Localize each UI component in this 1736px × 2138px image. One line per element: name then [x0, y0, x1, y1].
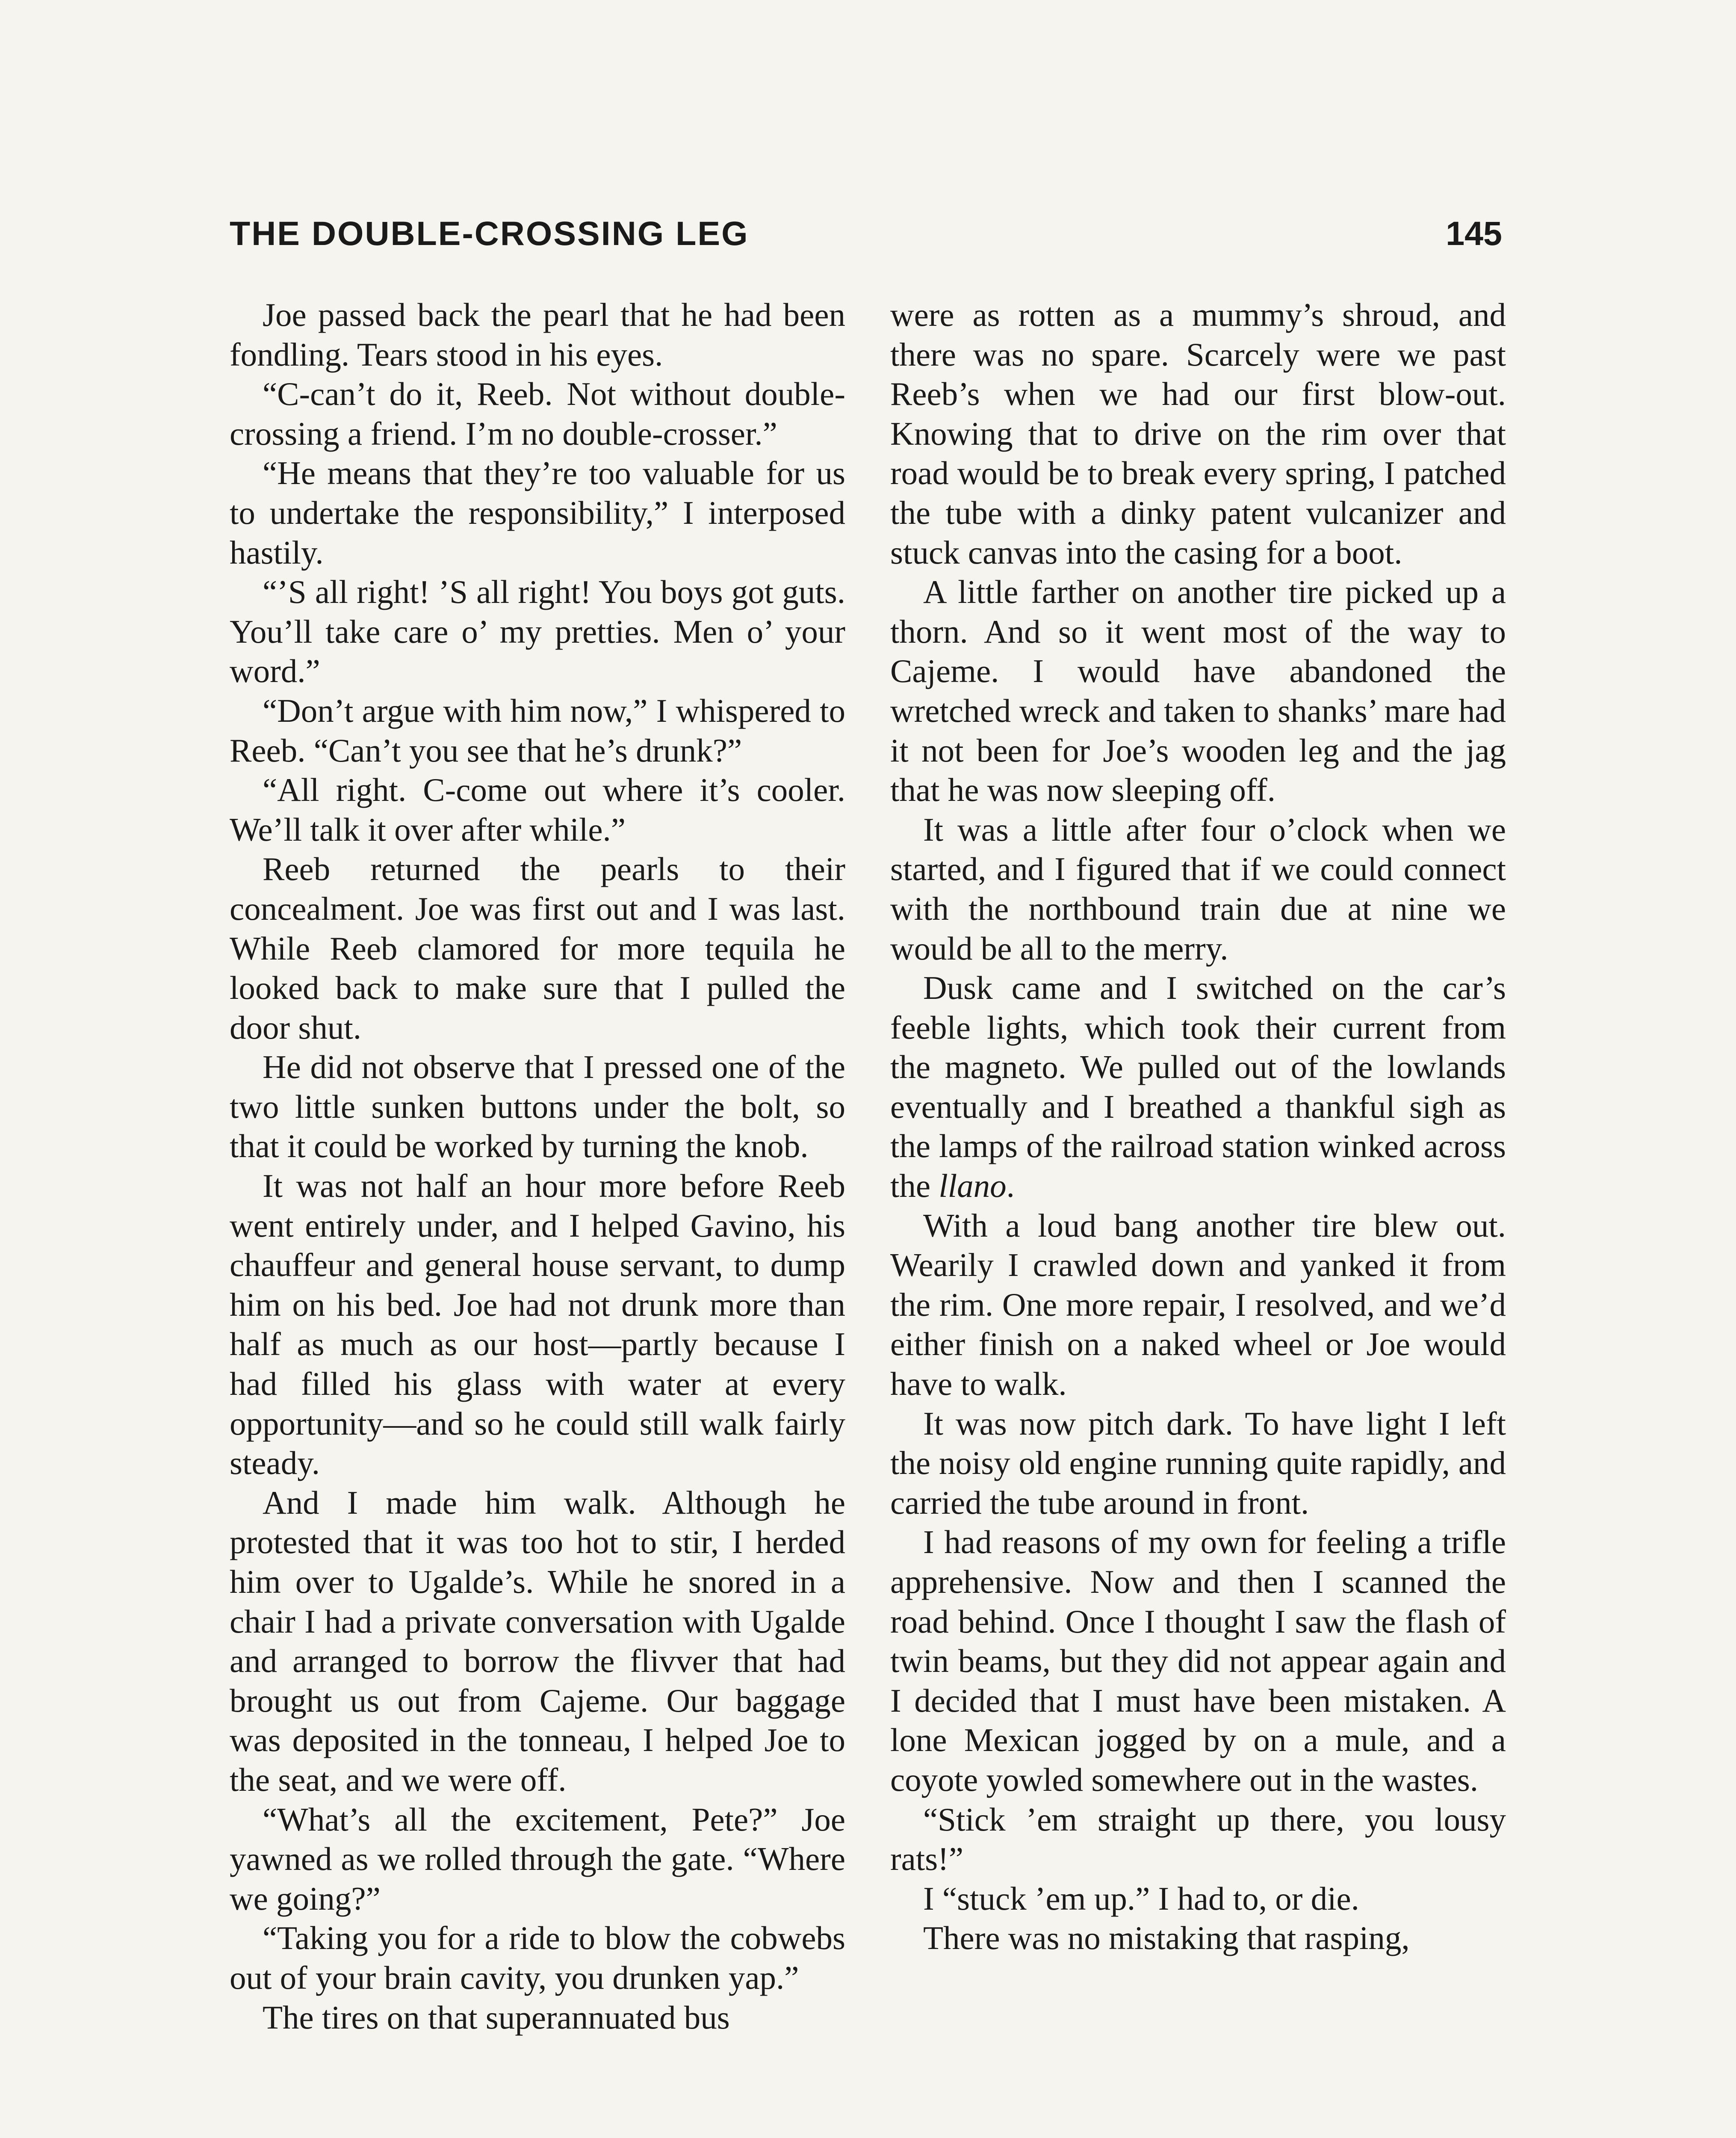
paragraph	[890, 968, 1506, 1206]
paragraph: I had reasons of my own for feeling a trifle apprehensive. Now and then I scanned the road behind. Once I thought I saw the flash of twin beams, but they did not appear again and I decided that I must have been mistaken. A lone Mexican jogged by on a mule, and a coyote yowled somewhere out in the wastes.	[890, 1524, 1506, 1798]
paragraph: It was now pitch dark. To have light I left the noisy old engine running quite rapidly, and carried the tube around in front.	[890, 1405, 1506, 1521]
right-column	[890, 295, 1506, 1958]
paragraph: Joe passed back the pearl that he had been fondling. Tears stood in his eyes.	[230, 296, 845, 373]
paragraph-text: Dusk came and I switched on the car’s feeble lights, which took their current from the magneto. We pulled out of the lowlands eventually and I breathed a thankful sigh as the lamps of the railroad station winked across the	[890, 969, 1506, 1205]
paragraph: “What’s all the excitement, Pete?” Joe yawned as we rolled through the gate. “Where we going?”	[230, 1801, 845, 1917]
page-header	[230, 214, 1502, 261]
paragraph: There was no mistaking that rasping,	[923, 1919, 1410, 1957]
paragraph: “Don’t argue with him now,” I whispered to Reeb. “Can’t you see that he’s drunk?”	[230, 692, 845, 769]
paragraph: A little farther on another tire picked up a thorn. And so it went most of the way to Cajeme. I would have abandoned the wretched wreck and taken to shanks’ mare had it not been for Joe’s wooden leg and the jag that he was now sleeping off.	[890, 573, 1506, 809]
paragraph: “All right. C-come out where it’s cooler. We’ll talk it over after while.”	[230, 771, 845, 848]
running-head: THE DOUBLE-CROSSING LEG	[230, 214, 749, 252]
paragraph: With a loud bang another tire blew out. Wearily I crawled down and yanked it from the rim. One more repair, I resolved, and we’d either finish on a naked wheel or Joe would have to walk.	[890, 1207, 1506, 1403]
paragraph: “Taking you for a ride to blow the cobwebs out of your brain cavity, you drunken yap.”	[230, 1919, 845, 1996]
paragraph: It was a little after four o’clock when we started, and I figured that if we could connect with the northbound train due at nine we would be all to the merry.	[890, 811, 1506, 967]
paragraph: And I made him walk. Although he protested that it was too hot to stir, I herded him over to Ugalde’s. While he snored in a chair I had a private conversation with Ugalde and arranged to borrow the flivver that had brought us out from Cajeme. Our baggage was deposited in the tonneau, I helped Joe to the seat, and we were off.	[230, 1484, 845, 1798]
page-number: 145	[1446, 214, 1502, 252]
paragraph: “C-can’t do it, Reeb. Not without double-crossing a friend. I’m no double-crosser.”	[230, 375, 845, 452]
paragraph: I “stuck ’em up.” I had to, or die.	[923, 1880, 1359, 1917]
paragraph: It was not half an hour more before Reeb went entirely under, and I helped Gavino, his chauffeur and general house servant, to dump him on his bed. Joe had not drunk more than half as much as our host—partly because I had filled his glass with water at every opportunity—and so he could still walk fairly steady.	[230, 1167, 845, 1482]
paragraph-text: .	[1006, 1167, 1015, 1205]
paragraph-continuation: were as rotten as a mummy’s shroud, and there was no spare. Scarcely were we past Reeb’s when we had our first blow-out. Knowing that to drive on the rim over that road would be to break every spring, I patched the tube with a dinky patent vulcanizer and stuck canvas into the casing for a boot.	[890, 296, 1506, 571]
paragraph: “Stick ’em straight up there, you lousy rats!”	[890, 1801, 1506, 1878]
paragraph: The tires on that superannuated bus	[263, 1999, 730, 2036]
paragraph: He did not observe that I pressed one of the two little sunken buttons under the bolt, so that it could be worked by turning the knob.	[230, 1048, 845, 1165]
paragraph: Reeb returned the pearls to their concealment. Joe was first out and I was last. While Reeb clamored for more tequila he looked back to make sure that I pulled the door shut.	[230, 850, 845, 1046]
paragraph: “He means that they’re too valuable for us to undertake the responsibility,” I interposed hastily.	[230, 455, 845, 571]
left-column	[230, 295, 845, 2037]
italic-word: llano	[939, 1167, 1007, 1205]
paragraph: “’S all right! ’S all right! You boys got guts. You’ll take care o’ my pretties. Men o’ your word.”	[230, 573, 845, 690]
